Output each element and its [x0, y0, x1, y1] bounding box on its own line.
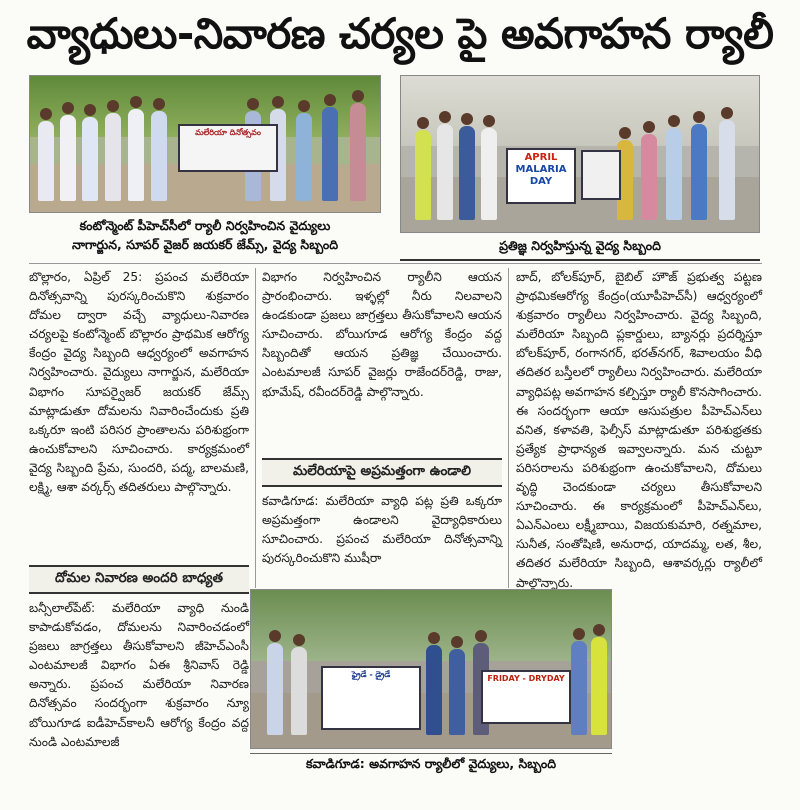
banner-line-april: APRIL: [524, 152, 558, 163]
photo-pledge-staff: [400, 75, 760, 233]
rule-col1: [255, 268, 256, 588]
col2-para1: విభాగం నిర్వహించిన ర్యాలీని ఆయన ప్రారంభించారు. ఇళ్ళల్లో నీరు నిలవాలని ఉండకుండా ప్రజలు జాగ్రత్తలు తీసుకోవాలని ఆయన సూచించారు. బోయిగూడ ఆరోగ్య కేంద్రం వద్ద సిబ్బందితో ఆయన ప్రతిజ్ఞ చేయించారు. ఎంటమాలజీ సూపర్ వైజర్లు రాజేందర్‌రెడ్డి, రాజు, భూమేష్, రవీందర్‌రెడ్డి పాల్గొన్నారు.: [262, 270, 502, 399]
headline: వ్యాధులు-నివారణ చర్యల పై అవగాహన ర్యాలీ: [26, 9, 774, 58]
banner-text: మలేరియా దినోత్సవం: [195, 128, 261, 137]
col2-para2: కవాడిగూడ: మలేరియా వ్యాధి పట్ల ప్రతి ఒక్కరూ అప్రమత్తంగా ఉండాలని వైద్యాధికారులు సూచించారు. ప్రపంచ మలేరియా దినోత్సవాన్ని పురస్కరించుకొని ముషీరా: [262, 494, 502, 566]
col1-para1: బొల్లారం, ఏప్రిల్ 25: ప్రపంచ మలేరియా దినోత్సవాన్ని పురస్కరించుకొని శుక్రవారం దోమల ద్వారా వచ్చే వ్యాధులు-నివారణ చర్యలపై కంటోన్మెంట్ బొల్లారం ప్రాథమిక ఆరోగ్య కేంద్రం వైద్య సిబ్బంది ఆధ్వర్యంలో అవగాహన నిర్వహించారు. వైద్యులు నాగార్జున, మలేరియా విభాగం సూపర్వైజర్ జయకర్ జేమ్స్ మాట్లాడుతూ దోమలను నివారించేందుకు ప్రతి ఒక్కరూ ఇంటి పరిసర ప్రాంతాలను పరిశుభ్రంగా ఉంచుకోవాలని సూచించారు. కార్యక్రమంలో వైద్య సిబ్బంది ప్రేమ, సుందరి, పద్మ, బాలమణి, లక్ష్మి, ఆశా వర్కర్స్ తదితరులు పాల్గొన్నారు.: [29, 270, 249, 495]
banner-right-text: FRIDAY - DRYDAY: [487, 674, 565, 683]
caption-photo3: కవాడిగూడ: అవగాహన ర్యాలీలో వైద్యులు, సిబ్బంది: [250, 753, 612, 773]
col3-para1: బాద్, బోలక్‌పూర్, బైబిల్ హౌజ్ ప్రభుత్వ పట్టణ ప్రాథమికఆరోగ్య కేంద్రం(యూపీహెచ్‌సీ) ఆధ్వర్యంలో శుక్రవారం ర్యాలీలు నిర్వహించారు. వైద్య సిబ్బంది, మలేరియా సిబ్బంది ప్లకార్డులు, బ్యానర్లు ప్రదర్శిస్తూ బోలక్‌పూర్, రంగానగర్, భరత్‌నగర్, శివాలయం వీధి తదితర బస్తీలలో ర్యాలీలు నిర్వహించారు. మలేరియా వ్యాధిపట్ల అవగాహన కల్పిస్తూ ర్యాలీ కొనసాగించారు. ఈ సందర్భంగా ఆయా ఆసుపత్రుల పీహెచ్‌ఎన్‌లు వనిత, కళావతి, ఫెల్సీస్ మాట్లాడుతూ పరిశుభ్రతకు ప్రత్యేక ప్రాధాన్యత ఇవ్వాలన్నారు. మన చుట్టూ పరిసరాలను పరిశుభ్రంగా ఉంచుకోవాలని, దోమలు వృద్ధి చెందకుండా చర్యలు తీసుకోవాలని సూచించారు. ఈ కార్యక్రమంలో పీహెచ్‌ఎన్‌లు, ఏఎన్ఎంలు లక్ష్మీబాయి, విజయకుమారి, రత్నమాల, సునీత, సంతోషిణి, అనురాధ, యాదమ్మ, లత, శీల, తదితర మలేరియా సిబ్బంది, ఆశావర్కర్లు ర్యాలీలో పాల్గొన్నారు.: [516, 270, 762, 590]
subhead-mosquito-responsibility: దోమల నివారణ అందరి బాధ్యత: [29, 565, 249, 594]
caption-photo2: ప్రతిజ్ఞ నిర్వహిస్తున్న వైద్య సిబ్బంది: [400, 236, 760, 261]
banner-malaria-day: [178, 124, 278, 172]
column-3: [516, 268, 762, 593]
column-2-lower: [262, 492, 502, 568]
caption-photo1: [29, 216, 381, 254]
photo-kantonment-phc-rally: [29, 75, 381, 213]
rule-top: [29, 263, 762, 264]
caption-photo1-line2: నాగార్జున, సూపర్ వైజర్ జయకర్ జేమ్స్, వైద్య సిబ్బంది: [71, 237, 339, 252]
column-1: [29, 268, 249, 497]
banner-friday-dryday: [481, 670, 571, 724]
column-2: [262, 268, 502, 402]
col1-para2: బన్సీలాల్‌పేట్: మలేరియా వ్యాధి నుండి కాపాడుకోవడం, దోమలను నివారించడంలో ప్రజలు జాగ్రత్తలు తీసుకోవాలని జీహెచ్ఎంసీ ఎంటమాలజీ విభాగం ఏఈ శ్రీనివాస్ రెడ్డి అన్నారు. ప్రపంచ మలేరియా నివారణ దినోత్సవం సందర్భంగా శుక్రవారం న్యూ బోయిగూడ ఐడీహెచ్‌కాలనీ ఆరోగ్య కేంద్రం వద్ద నుండి ఎంటమాలజీ: [29, 601, 249, 749]
banner-poster: [581, 150, 621, 200]
rule-col2: [508, 268, 509, 588]
column-1-lower: [29, 599, 249, 752]
banner-malaria-day-english: [506, 148, 576, 204]
caption-photo1-line1: కంటోన్మెంట్ పీహెచ్‌సీలో ర్యాలీ నిర్వహించిన వైద్యులు: [79, 218, 331, 233]
banner-line-malaria-day: MALARIA DAY: [515, 164, 567, 187]
photo-kavadiguda-rally: [250, 589, 612, 749]
banner-left-text: ఫ్రైడే - డ్రైడే: [351, 670, 391, 679]
banner-friday-dryday-telugu: [321, 666, 421, 730]
subhead-malaria-alert: మలేరియాపై అప్రమత్తంగా ఉండాలి: [262, 458, 502, 487]
